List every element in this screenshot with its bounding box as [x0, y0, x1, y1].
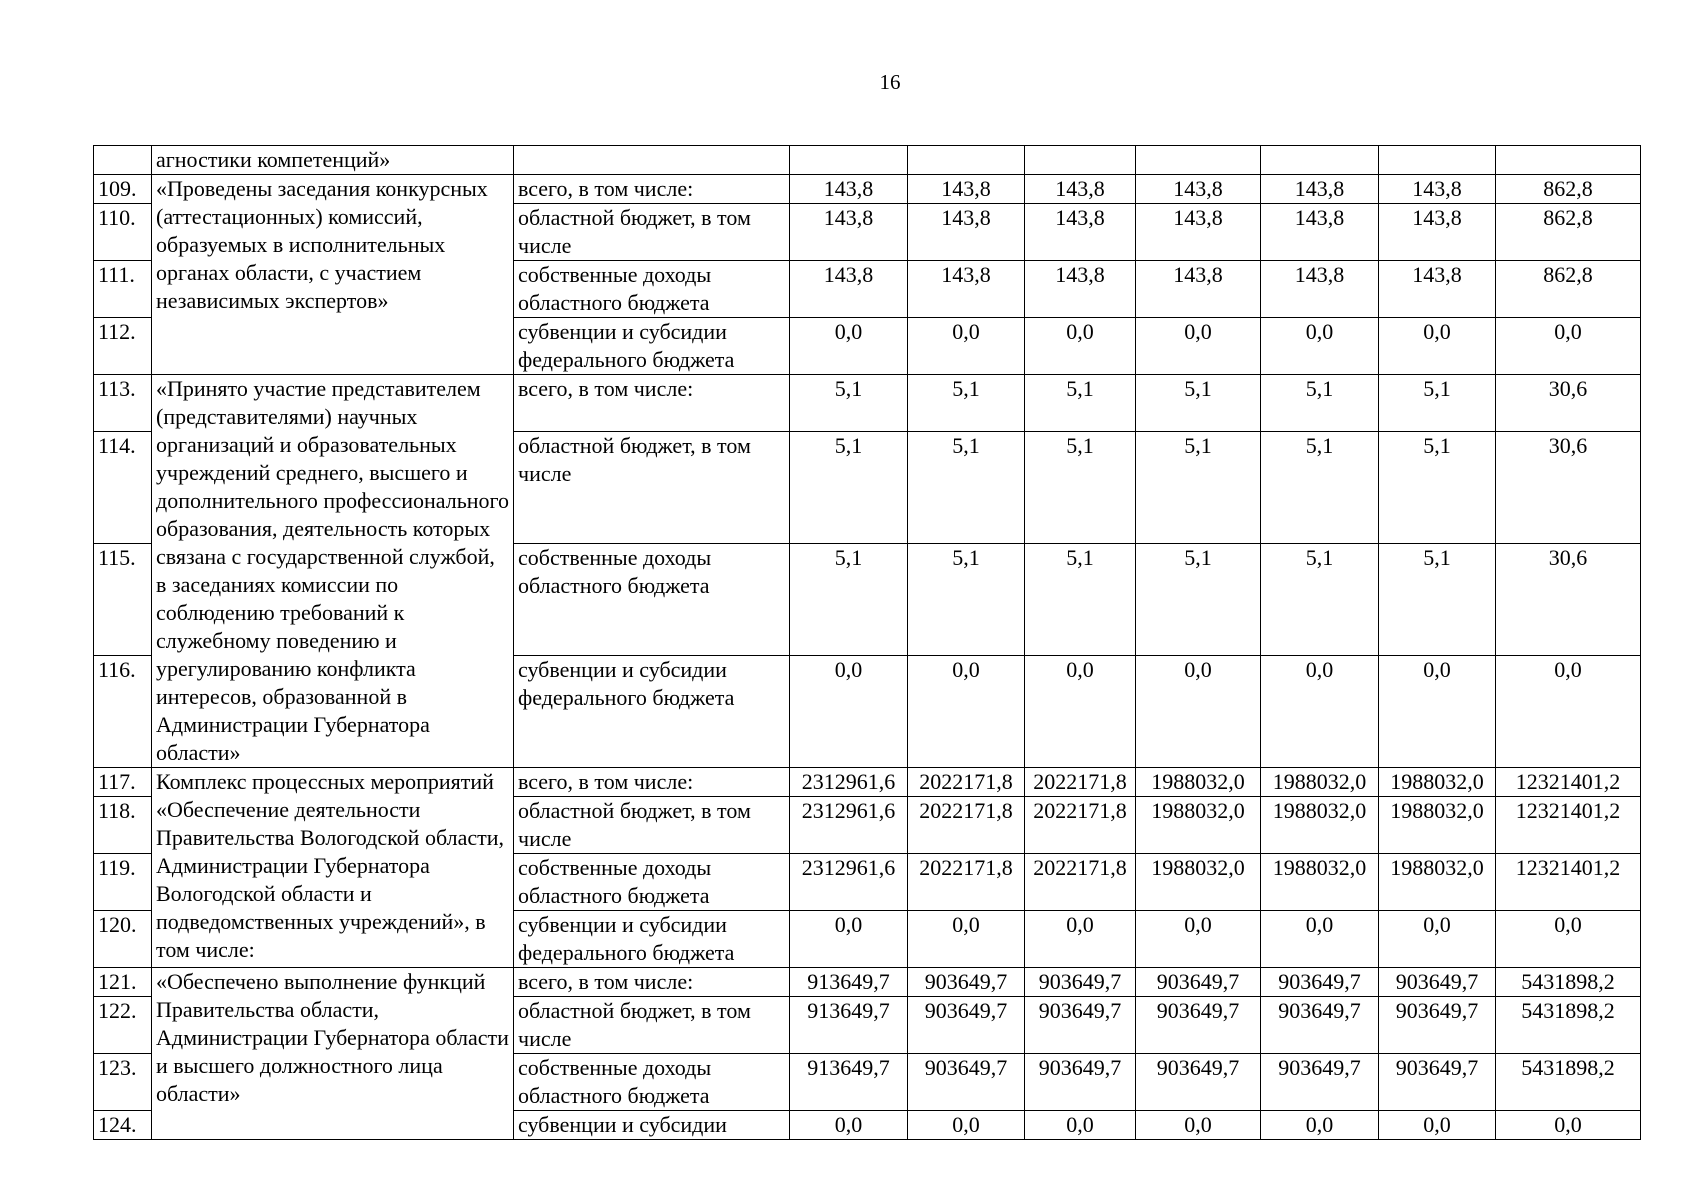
year-value-cell: 2022171,8: [1025, 797, 1136, 854]
year-value-cell: 5,1: [908, 543, 1025, 655]
year-value-cell: 0,0: [790, 1111, 908, 1140]
funding-source: собственные доходы областного бюджета: [514, 854, 790, 911]
total-value-cell: 30,6: [1496, 375, 1641, 432]
year-value-cell: 2022171,8: [1025, 854, 1136, 911]
year-value-cell: 1988032,0: [1261, 854, 1379, 911]
year-value-cell: 0,0: [1379, 318, 1496, 375]
funding-source: субвенции и субсидии: [514, 1111, 790, 1140]
year-value-cell: 0,0: [1136, 318, 1261, 375]
year-value-cell: 143,8: [790, 175, 908, 204]
year-value-cell: 5,1: [1261, 543, 1379, 655]
year-value-cell: [1025, 146, 1136, 175]
row-number: 114.: [94, 431, 152, 543]
budget-table: [93, 145, 1641, 1140]
year-value-cell: 1988032,0: [1136, 768, 1261, 797]
year-value-cell: 5,1: [1379, 431, 1496, 543]
total-value-cell: [1496, 146, 1641, 175]
year-value-cell: 0,0: [908, 911, 1025, 968]
year-value-cell: 143,8: [1025, 175, 1136, 204]
row-number: 113.: [94, 375, 152, 432]
year-value-cell: 903649,7: [1136, 1054, 1261, 1111]
year-value-cell: 903649,7: [1261, 968, 1379, 997]
year-value-cell: 143,8: [908, 261, 1025, 318]
year-value-cell: 903649,7: [1025, 1054, 1136, 1111]
year-value-cell: 903649,7: [1261, 1054, 1379, 1111]
year-value-cell: 903649,7: [1025, 997, 1136, 1054]
year-value-cell: 5,1: [1261, 431, 1379, 543]
row-number: 121.: [94, 968, 152, 997]
year-value-cell: 903649,7: [1136, 997, 1261, 1054]
year-value-cell: 0,0: [1261, 911, 1379, 968]
row-number: 111.: [94, 261, 152, 318]
year-value-cell: 903649,7: [1379, 1054, 1496, 1111]
row-number: 124.: [94, 1111, 152, 1140]
total-value-cell: 12321401,2: [1496, 797, 1641, 854]
total-value-cell: 5431898,2: [1496, 997, 1641, 1054]
total-value-cell: 0,0: [1496, 911, 1641, 968]
year-value-cell: 5,1: [790, 375, 908, 432]
year-value-cell: 143,8: [1136, 175, 1261, 204]
row-number: 115.: [94, 543, 152, 655]
year-value-cell: 1988032,0: [1136, 797, 1261, 854]
year-value-cell: 0,0: [1379, 911, 1496, 968]
funding-source: областной бюджет, в том числе: [514, 431, 790, 543]
activity-description: Комплекс процессных мероприятий «Обеспечение деятельности Правительства Вологодской области, Администрации Губернатора Вологодской области и подведомственных учреждений», в том числе:: [152, 768, 514, 968]
year-value-cell: 2022171,8: [908, 797, 1025, 854]
page-number: 16: [879, 70, 901, 94]
year-value-cell: 143,8: [908, 175, 1025, 204]
year-value-cell: 0,0: [790, 318, 908, 375]
row-number: [94, 146, 152, 175]
year-value-cell: 913649,7: [790, 968, 908, 997]
year-value-cell: 0,0: [790, 911, 908, 968]
total-value-cell: 0,0: [1496, 1111, 1641, 1140]
year-value-cell: 5,1: [1379, 543, 1496, 655]
total-value-cell: 0,0: [1496, 318, 1641, 375]
year-value-cell: 143,8: [790, 261, 908, 318]
year-value-cell: 903649,7: [1379, 968, 1496, 997]
total-value-cell: 30,6: [1496, 431, 1641, 543]
funding-source: всего, в том числе:: [514, 768, 790, 797]
funding-source: [514, 146, 790, 175]
year-value-cell: 0,0: [1261, 655, 1379, 767]
year-value-cell: [1379, 146, 1496, 175]
year-value-cell: 2022171,8: [908, 854, 1025, 911]
year-value-cell: [908, 146, 1025, 175]
total-value-cell: 862,8: [1496, 175, 1641, 204]
funding-source: областной бюджет, в том числе: [514, 204, 790, 261]
row-number: 119.: [94, 854, 152, 911]
row-number: 122.: [94, 997, 152, 1054]
year-value-cell: 0,0: [908, 1111, 1025, 1140]
year-value-cell: 143,8: [790, 204, 908, 261]
year-value-cell: 913649,7: [790, 997, 908, 1054]
funding-source: всего, в том числе:: [514, 175, 790, 204]
funding-source: собственные доходы областного бюджета: [514, 261, 790, 318]
year-value-cell: 143,8: [1379, 261, 1496, 318]
funding-source: областной бюджет, в том числе: [514, 797, 790, 854]
year-value-cell: 143,8: [1136, 204, 1261, 261]
year-value-cell: 1988032,0: [1379, 854, 1496, 911]
year-value-cell: 903649,7: [908, 968, 1025, 997]
year-value-cell: [1136, 146, 1261, 175]
total-value-cell: 862,8: [1496, 204, 1641, 261]
year-value-cell: 0,0: [1136, 911, 1261, 968]
year-value-cell: 0,0: [1379, 655, 1496, 767]
row-number: 123.: [94, 1054, 152, 1111]
year-value-cell: 913649,7: [790, 1054, 908, 1111]
activity-description: «Проведены заседания конкурсных (аттестационных) комиссий, образуемых в исполнительных органах области, с участием независимых экспертов»: [152, 175, 514, 375]
row-number: 120.: [94, 911, 152, 968]
year-value-cell: 903649,7: [1379, 997, 1496, 1054]
year-value-cell: 5,1: [1136, 543, 1261, 655]
row-number: 116.: [94, 655, 152, 767]
year-value-cell: 2312961,6: [790, 854, 908, 911]
year-value-cell: 143,8: [1025, 261, 1136, 318]
activity-description: агностики компетенций»: [152, 146, 514, 175]
year-value-cell: 5,1: [1025, 543, 1136, 655]
funding-source: субвенции и субсидии федерального бюджета: [514, 318, 790, 375]
activity-description: «Принято участие представителем (представителями) научных организаций и образовательных учреждений среднего, высшего и дополнительного профессионального образования, деятельность которых связана с государственной службой, в заседаниях комиссии по соблюдению требований к служебному поведению и урегулированию конфликта интересов, образованной в Администрации Губернатора области»: [152, 375, 514, 768]
total-value-cell: 862,8: [1496, 261, 1641, 318]
row-number: 118.: [94, 797, 152, 854]
table-row: [94, 146, 1641, 175]
year-value-cell: 5,1: [1379, 375, 1496, 432]
total-value-cell: 12321401,2: [1496, 854, 1641, 911]
row-number: 110.: [94, 204, 152, 261]
year-value-cell: 0,0: [1261, 318, 1379, 375]
year-value-cell: 0,0: [1025, 911, 1136, 968]
total-value-cell: 0,0: [1496, 655, 1641, 767]
year-value-cell: 0,0: [1261, 1111, 1379, 1140]
total-value-cell: 12321401,2: [1496, 768, 1641, 797]
table-row: [94, 968, 1641, 997]
year-value-cell: 5,1: [790, 431, 908, 543]
year-value-cell: 2022171,8: [908, 768, 1025, 797]
year-value-cell: 0,0: [1136, 1111, 1261, 1140]
year-value-cell: 143,8: [1261, 175, 1379, 204]
year-value-cell: 903649,7: [1136, 968, 1261, 997]
year-value-cell: 143,8: [1261, 204, 1379, 261]
funding-source: собственные доходы областного бюджета: [514, 1054, 790, 1111]
total-value-cell: 5431898,2: [1496, 968, 1641, 997]
year-value-cell: 143,8: [908, 204, 1025, 261]
year-value-cell: [790, 146, 908, 175]
year-value-cell: 5,1: [790, 543, 908, 655]
table-row: [94, 175, 1641, 204]
year-value-cell: 2022171,8: [1025, 768, 1136, 797]
year-value-cell: 5,1: [1136, 431, 1261, 543]
year-value-cell: 903649,7: [908, 997, 1025, 1054]
funding-source: всего, в том числе:: [514, 968, 790, 997]
year-value-cell: 0,0: [1379, 1111, 1496, 1140]
year-value-cell: 1988032,0: [1379, 768, 1496, 797]
year-value-cell: 903649,7: [1025, 968, 1136, 997]
year-value-cell: 1988032,0: [1136, 854, 1261, 911]
year-value-cell: 1988032,0: [1261, 768, 1379, 797]
funding-source: субвенции и субсидии федерального бюджета: [514, 911, 790, 968]
year-value-cell: 0,0: [908, 655, 1025, 767]
year-value-cell: 5,1: [1025, 375, 1136, 432]
year-value-cell: 5,1: [908, 375, 1025, 432]
row-number: 117.: [94, 768, 152, 797]
year-value-cell: 0,0: [908, 318, 1025, 375]
funding-source: субвенции и субсидии федерального бюджета: [514, 655, 790, 767]
year-value-cell: 0,0: [790, 655, 908, 767]
year-value-cell: 903649,7: [908, 1054, 1025, 1111]
total-value-cell: 30,6: [1496, 543, 1641, 655]
year-value-cell: 143,8: [1136, 261, 1261, 318]
year-value-cell: 143,8: [1379, 175, 1496, 204]
row-number: 112.: [94, 318, 152, 375]
table-row: [94, 375, 1641, 432]
year-value-cell: 2312961,6: [790, 797, 908, 854]
year-value-cell: 0,0: [1025, 1111, 1136, 1140]
year-value-cell: 5,1: [1025, 431, 1136, 543]
funding-source: областной бюджет, в том числе: [514, 997, 790, 1054]
year-value-cell: 143,8: [1379, 204, 1496, 261]
row-number: 109.: [94, 175, 152, 204]
year-value-cell: 143,8: [1261, 261, 1379, 318]
year-value-cell: 5,1: [1136, 375, 1261, 432]
activity-description: «Обеспечено выполнение функций Правительства области, Администрации Губернатора области и высшего должностного лица области»: [152, 968, 514, 1140]
year-value-cell: 0,0: [1025, 318, 1136, 375]
table-body: [94, 146, 1641, 1140]
total-value-cell: 5431898,2: [1496, 1054, 1641, 1111]
year-value-cell: 0,0: [1025, 655, 1136, 767]
year-value-cell: 1988032,0: [1261, 797, 1379, 854]
year-value-cell: 0,0: [1136, 655, 1261, 767]
year-value-cell: [1261, 146, 1379, 175]
year-value-cell: 2312961,6: [790, 768, 908, 797]
year-value-cell: 143,8: [1025, 204, 1136, 261]
year-value-cell: 5,1: [908, 431, 1025, 543]
year-value-cell: 5,1: [1261, 375, 1379, 432]
year-value-cell: 903649,7: [1261, 997, 1379, 1054]
funding-source: собственные доходы областного бюджета: [514, 543, 790, 655]
funding-source: всего, в том числе:: [514, 375, 790, 432]
year-value-cell: 1988032,0: [1379, 797, 1496, 854]
table-row: [94, 768, 1641, 797]
